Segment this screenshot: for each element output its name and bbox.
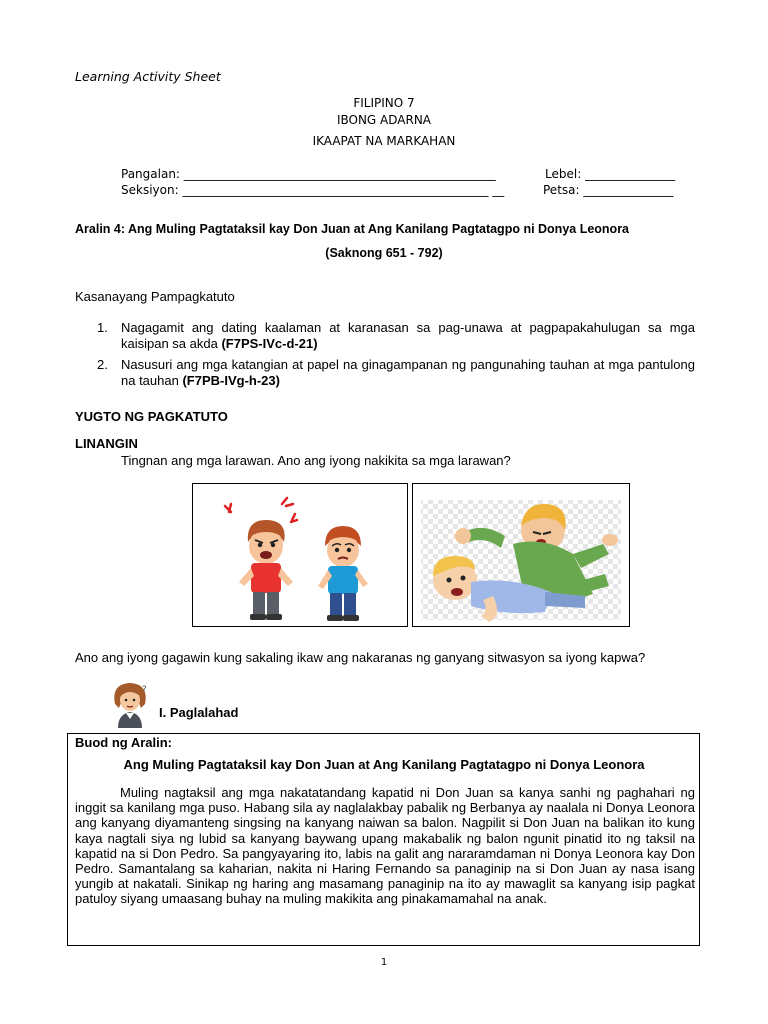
arguing-boys-illustration (193, 484, 407, 626)
paglalahad-heading: I. Paglalahad (159, 705, 239, 720)
name-blank: ____________________________________________________ (183, 167, 496, 181)
linangin-instruction: Tingnan ang mga larawan. Ano ang iyong nakikita sa mga larawan? (121, 453, 511, 468)
fighting-boys-image (412, 483, 630, 627)
date-field (543, 183, 673, 197)
competencies-heading: Kasanayang Pampagkatuto (75, 289, 235, 304)
summary-title: Ang Muling Pagtataksil kay Don Juan at Ang Kanilang Pagtatagpo ni Donya Leonora (123, 757, 645, 772)
competency-number: 1. (97, 320, 108, 335)
level-field (545, 167, 675, 181)
lesson-title: Aralin 4: Ang Muling Pagtataksil kay Don Juan at Ang Kanilang Pagtatagpo ni Donya Leonora (75, 222, 630, 236)
summary-label: Buod ng Aralin: (75, 735, 173, 750)
stanza-range: (Saknong 651 - 792) (325, 246, 443, 260)
linangin-heading: LINANGIN (75, 436, 138, 451)
competency-code: (F7PS-IVc-d-21) (221, 336, 318, 351)
fighting-boys-illustration (413, 484, 629, 626)
sheet-label: Learning Activity Sheet (75, 69, 221, 84)
name-field (121, 167, 496, 181)
level-label: Lebel: (545, 167, 582, 181)
svg-text:?: ? (142, 685, 147, 695)
competency-item (97, 357, 695, 391)
summary-text: Muling nagtaksil ang mga nakatatandang kapatid ni Don Juan sa kanya sanhi ng paghahari ng inggit sa kanilang mga puso. Habang sila ay naglalakbay pabalik ng Berbanya ay naalala ni Donya Leonora ang kanyang diyamanteng singsing na kanyang naiwan sa balon. Nagpilit si Don Juan na balikan ito kung kaya nagtali siya ng lubid sa kanyang baywang upang makabalik ng balon ngunit pinatid ito ng taksil na kapatid na si Don Pedro. Sa pangyayaring ito, labis na galit ang nararamdaman ni Donya Leonora kay Don Pedro. Samantalang sa kaharian, nakita ni Haring Fernando sa panaginip na si Don Juan ay nasa isang yungib at nakatali. Sinikap ng haring ang masamang panaginip na ito ay mawaglit sa kanyang isip pagkat patuloy siyang umaasang buhay na muling makikita ang pinakamamahal na anak. (75, 785, 695, 907)
quarter-title: IKAAPAT NA MARKAHAN (312, 134, 456, 148)
competency-item (97, 320, 695, 354)
date-blank: _______________ (583, 183, 674, 197)
section-blank: ___________________________________________________ __ (182, 183, 505, 197)
topic-title: IBONG ADARNA (336, 113, 432, 127)
section-heading: YUGTO NG PAGKATUTO (75, 409, 228, 424)
reflection-question: Ano ang iyong gagawin kung sakaling ikaw ang nakaranas ng ganyang sitwasyon sa iyong kapwa? (75, 650, 646, 665)
subject-title: FILIPINO 7 (353, 96, 415, 110)
name-label: Pangalan: (121, 167, 180, 181)
date-label: Petsa: (543, 183, 580, 197)
teacher-icon (109, 680, 151, 728)
level-blank: _______________ (585, 167, 676, 181)
section-label: Seksiyon: (121, 183, 179, 197)
competency-text: Nasusuri ang mga katangian at papel na ginagampanan ng pangunahing tauhan at mga pantulong na tauhan (F7PB-IVg-h-23) (121, 357, 695, 388)
competency-number: 2. (97, 357, 108, 372)
arguing-boys-image (192, 483, 408, 627)
page-number: 1 (380, 957, 388, 968)
section-field (121, 183, 504, 197)
competency-code: (F7PB-IVg-h-23) (182, 373, 280, 388)
competency-text: Nagagamit ang dating kaalaman at karanasan sa pag-unawa at pagpapakahulugan sa mga kaisipan sa akda (F7PS-IVc-d-21) (121, 320, 695, 351)
